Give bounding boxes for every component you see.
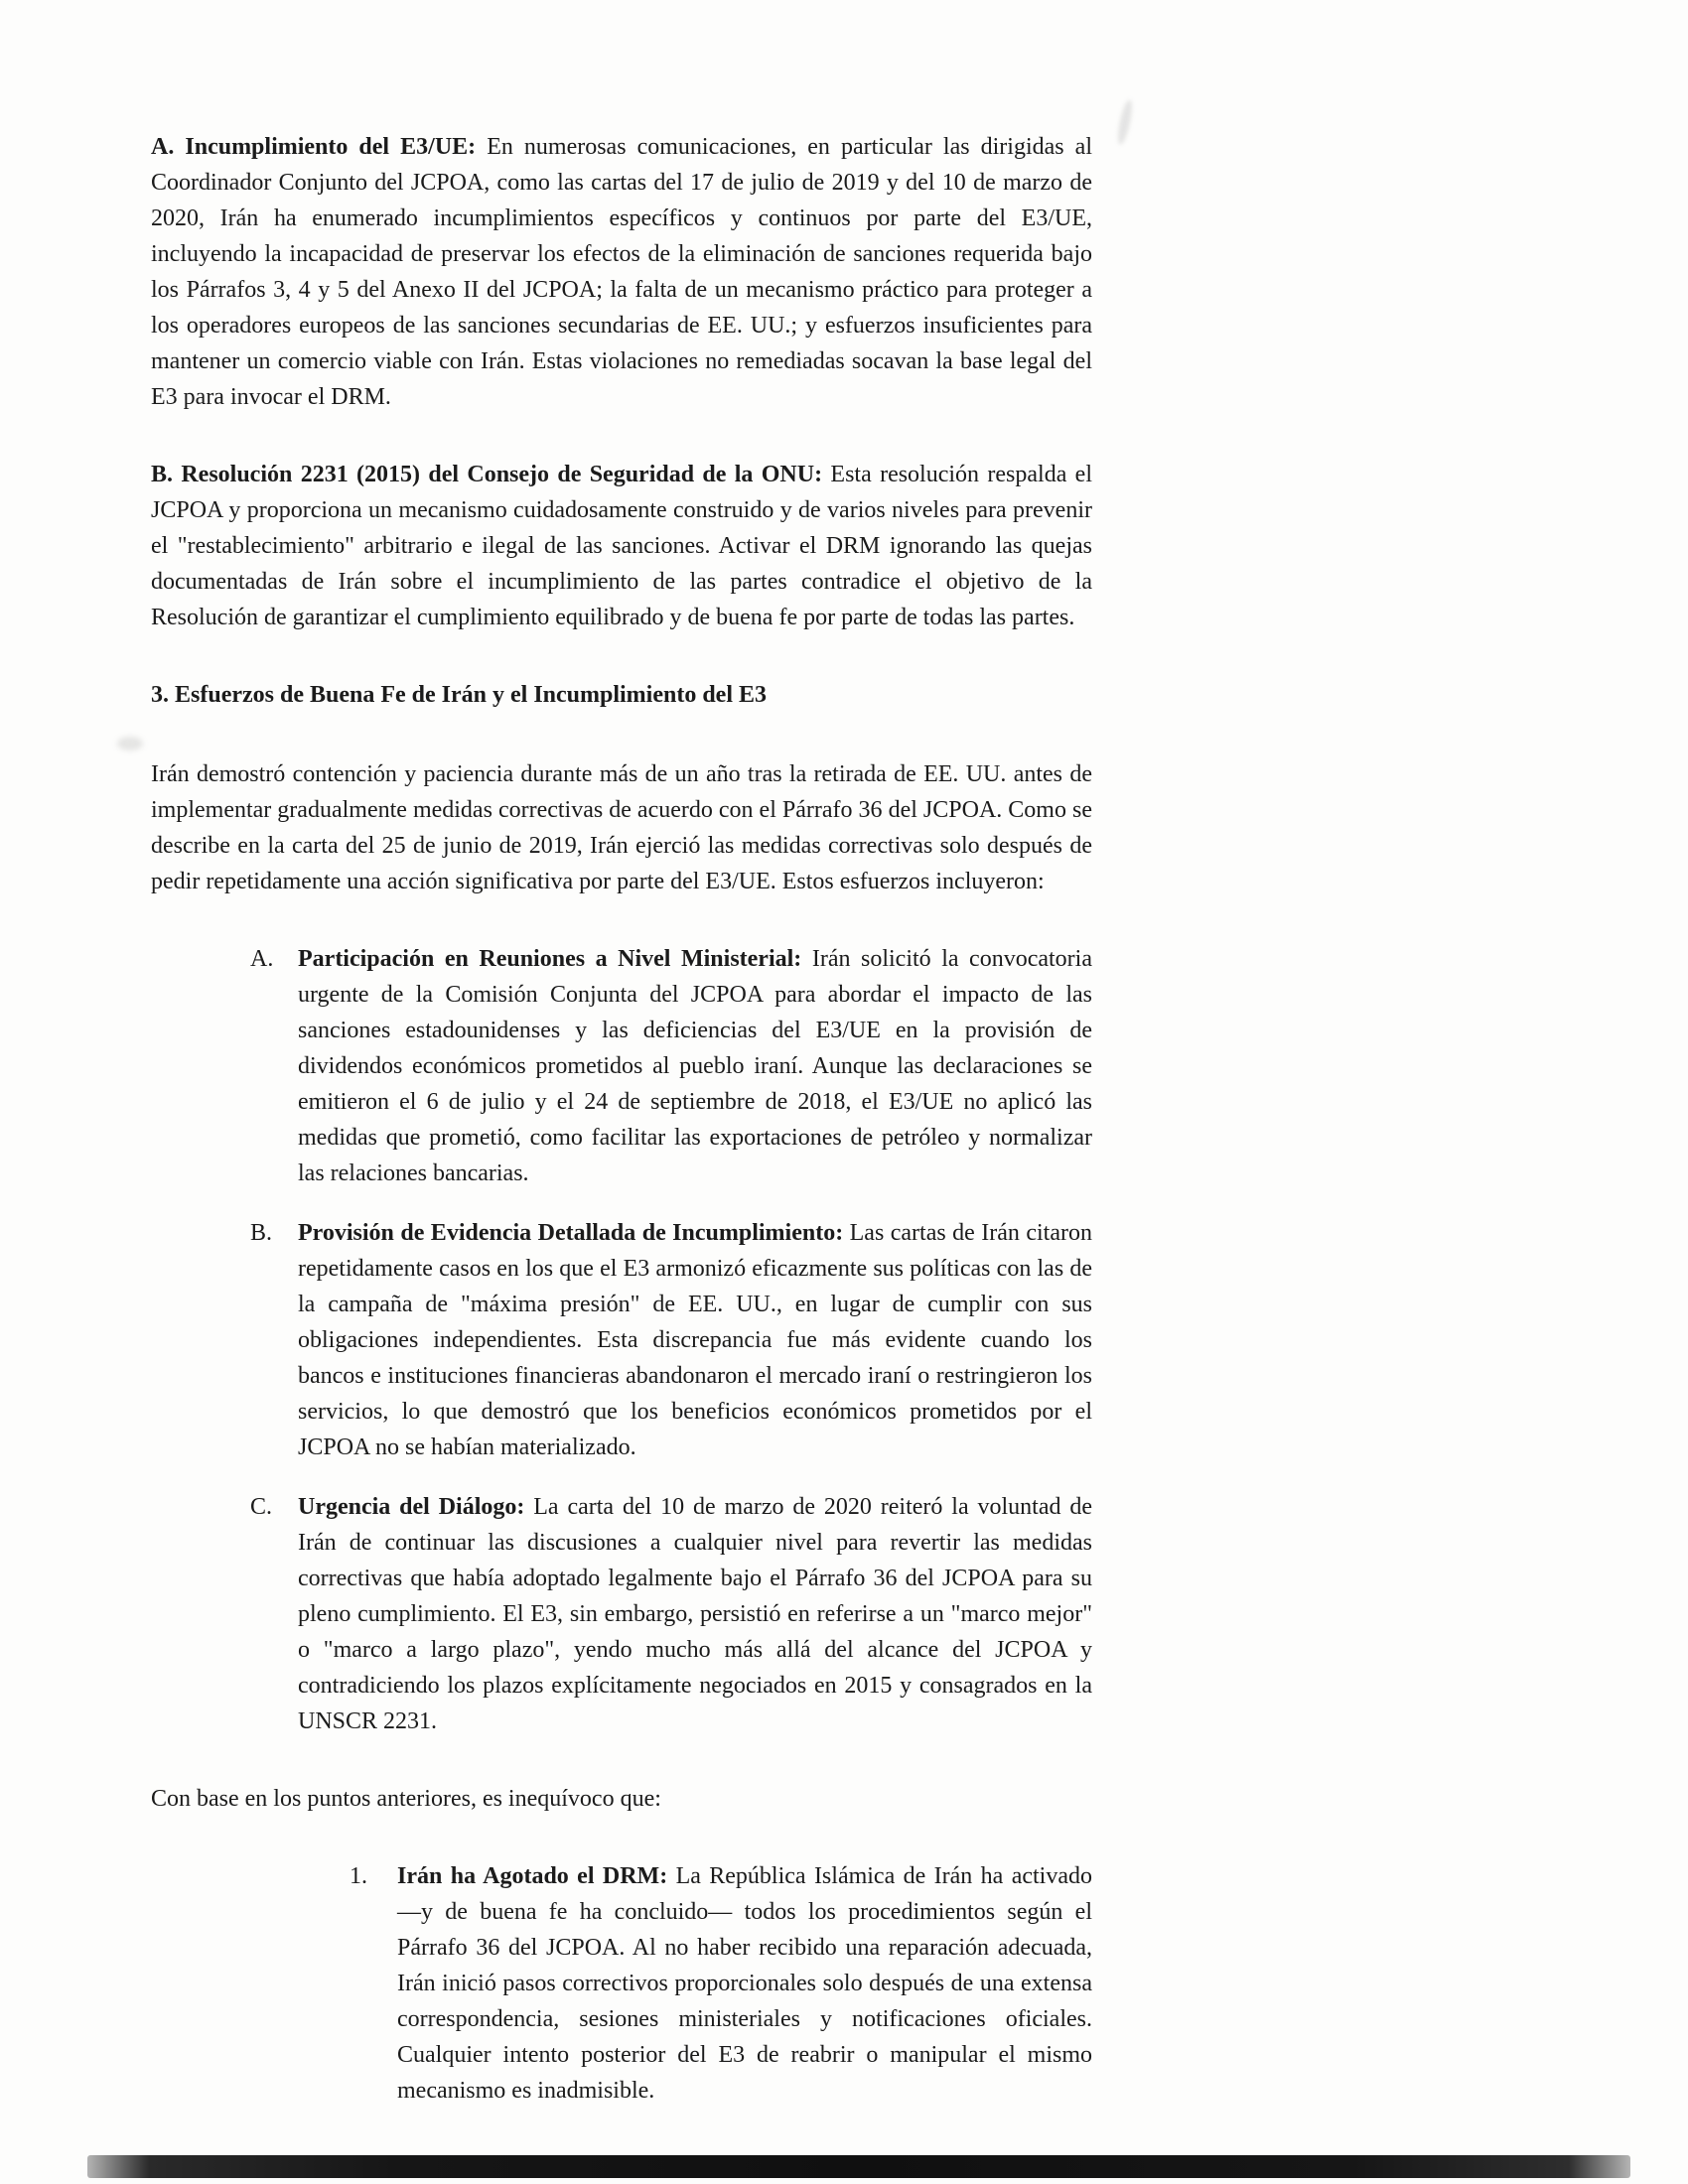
paragraph-a-text: En numerosas comunicaciones, en particular las dirigidas al Coordinador Conjunto del JCPOA, como las cartas del 17 de julio de 2019 y del 10 de marzo de 2020, Irán ha enumerado incumplimientos específicos y continuos por parte del E3/UE, incluyendo la incapacidad de preservar los efectos de la eliminación de sanciones requerida bajo los Párrafos 3, 4 y 5 del Anexo II del JCPOA; la falta de un mecanismo práctico para proteger a los operadores europeos de las sanciones secundarias de EE. UU.; y esfuerzos insuficientes para mantener un comercio viable con Irán. Estas violaciones no remediadas socavan la base legal del E3 para invocar el DRM. xyxy=(151,134,1092,410)
paragraph-resolucion-2231 xyxy=(151,457,1092,635)
paragraph-b-lead: B. Resolución 2231 (2015) del Consejo de Seguridad de la ONU: xyxy=(151,462,823,487)
list-marker: C. xyxy=(250,1494,273,1520)
list-item-participacion xyxy=(151,941,1092,1191)
intro-paragraph-text: Irán demostró contención y paciencia durante más de un año tras la retirada de EE. UU. antes de implementar gradualmente medidas correctivas de acuerdo con el Párrafo 36 del JCPOA. Como se describe en la carta del 25 de junio de 2019, Irán ejerció las medidas correctivas solo después de pedir repetidamente una acción significativa por parte del E3/UE. Estos esfuerzos incluyeron: xyxy=(151,761,1092,894)
section-heading: 3. Esfuerzos de Buena Fe de Irán y el Incumplimiento del E3 xyxy=(151,682,768,708)
list-item-text: Las cartas de Irán citaron repetidamente casos en los que el E3 armonizó eficazmente sus políticas con las de la campaña de "máxima presión" de EE. UU., en lugar de cumplir con sus obligaciones independientes. Esta discrepancia fue más evidente cuando los bancos e instituciones financieras abandonaron el mercado iraní o restringieron los servicios, lo que demostró que los beneficios económicos prometidos por el JCPOA no se habían materializado. xyxy=(298,1220,1092,1460)
list-marker: 1. xyxy=(350,1863,367,1889)
list-item-text: La República Islámica de Irán ha activado —y de buena fe ha concluido— todos los procedimientos según el Párrafo 36 del JCPOA. Al no haber recibido una reparación adecuada, Irán inició pasos correctivos proporcionales solo después de una extensa correspondencia, sesiones ministeriales y notificaciones oficiales. Cualquier intento posterior del E3 de reabrir o manipular el mismo mecanismo es inadmisible. xyxy=(397,1863,1092,2104)
list-item-urgencia-dialogo xyxy=(151,1489,1092,1739)
scan-artifact-smudge xyxy=(117,737,143,751)
list-marker: A. xyxy=(250,946,274,972)
document-body xyxy=(151,129,1092,2150)
list-item-evidencia xyxy=(151,1215,1092,1465)
list-item-iran-agotado-drm xyxy=(151,1858,1092,2109)
list-item-lead: Urgencia del Diálogo: xyxy=(298,1494,525,1520)
list-item-text: Irán solicitó la convocatoria urgente de la Comisión Conjunta del JCPOA para abordar el impacto de las sanciones estadounidenses y las deficiencias del E3/UE en la provisión de dividendos económicos prometidos al pueblo iraní. Aunque las declaraciones se emitieron el 6 de julio y el 24 de septiembre de 2018, el E3/UE no aplicó las medidas que prometió, como facilitar las exportaciones de petróleo y normalizar las relaciones bancarias. xyxy=(298,946,1092,1186)
conclusion-lead-in-text: Con base en los puntos anteriores, es inequívoco que: xyxy=(151,1786,661,1812)
paragraph-incumplimiento-e3ue xyxy=(151,129,1092,415)
list-item-text: La carta del 10 de marzo de 2020 reiteró la voluntad de Irán de continuar las discusiones a cualquier nivel para revertir las medidas correctivas que había adoptado legalmente bajo el Párrafo 36 del JCPOA para su pleno cumplimiento. El E3, sin embargo, persistió en referirse a un "marco mejor" o "marco a largo plazo", yendo mucho más allá del alcance del JCPOA y contradiciendo los plazos explícitamente negociados en 2015 y consagrados en la UNSCR 2231. xyxy=(298,1494,1092,1734)
list-marker: B. xyxy=(250,1220,273,1246)
scan-artifact-smudge xyxy=(1115,98,1134,145)
conclusion-lead-in xyxy=(151,1781,1092,1817)
list-item-lead: Irán ha Agotado el DRM: xyxy=(397,1863,668,1889)
numbered-list xyxy=(151,1858,1092,2109)
paragraph-a-lead: A. Incumplimiento del E3/UE: xyxy=(151,134,477,160)
paragraph-b-text: Esta resolución respalda el JCPOA y proporciona un mecanismo cuidadosamente construido y de varios niveles para prevenir el "restablecimiento" arbitrario e ilegal de las sanciones. Activar el DRM ignorando las quejas documentadas de Irán sobre el incumplimiento de las partes contradice el objetivo de la Resolución de garantizar el cumplimiento equilibrado y de buena fe por parte de todas las partes. xyxy=(151,462,1093,630)
intro-paragraph xyxy=(151,756,1092,899)
list-item-lead: Participación en Reuniones a Nivel Ministerial: xyxy=(298,946,802,972)
list-item-lead: Provisión de Evidencia Detallada de Incumplimiento: xyxy=(298,1220,844,1246)
scan-edge-dark-bar xyxy=(87,2155,1630,2178)
letter-list xyxy=(151,941,1092,1739)
